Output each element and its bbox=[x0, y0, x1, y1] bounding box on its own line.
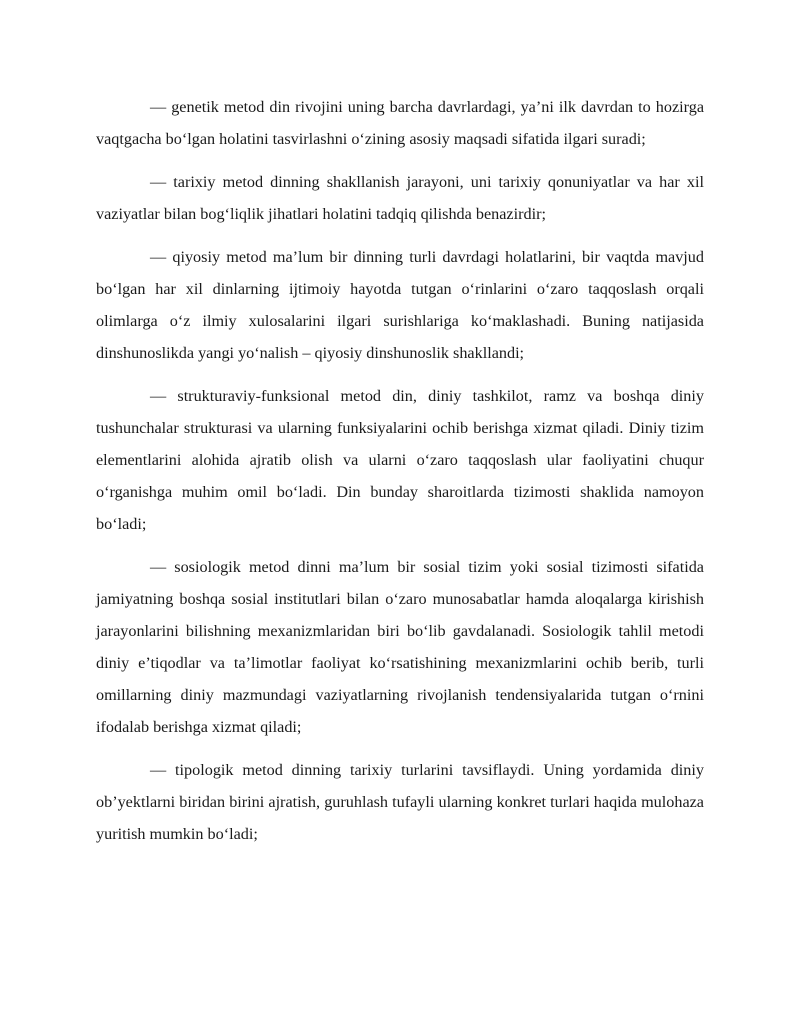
paragraph-typological-method: — tipologik metod dinning tarixiy turlarini tavsiflaydi. Uning yordamida diniy ob’yektlarni biridan birini ajratish, guruhlash tufayli ularning konkret turlari haqida mulohaza yuritish mumkin bo‘ladi; bbox=[96, 761, 704, 843]
paragraph-comparative-method: — qiyosiy metod ma’lum bir dinning turli davrdagi holatlarini, bir vaqtda mavjud bo‘lgan har xil dinlarning ijtimoiy hayotda tutgan o‘rinlarini o‘zaro taqqoslash orqali olimlarga o‘z ilmiy xulosalarini ilgari surishlariga ko‘maklashadi. Buning natijasida dinshunoslikda yangi yo‘nalish – qiyosiy dinshunoslik shakllandi; bbox=[96, 248, 704, 362]
paragraph-structural-functional-method: — strukturaviy-funksional metod din, diniy tashkilot, ramz va boshqa diniy tushunchalar strukturasi va ularning funksiyalarini ochib berishga xizmat qiladi. Diniy tizim elementlarini alohida ajratib olish va ularni o‘zaro taqqoslash ular faoliyatini chuqur o‘rganishga muhim omil bo‘ladi. Din bunday sharoitlarda tizimosti shaklida namoyon bo‘ladi; bbox=[96, 387, 704, 533]
paragraph-genetic-method: — genetik metod din rivojini uning barcha davrlardagi, ya’ni ilk davrdan to hozirga vaqtgacha bo‘lgan holatini tasvirlashni o‘zining asosiy maqsadi sifatida ilgari suradi; bbox=[96, 98, 704, 148]
paragraph-historical-method: — tarixiy metod dinning shakllanish jarayoni, uni tarixiy qonuniyatlar va har xil vaziyatlar bilan bog‘liqlik jihatlari holatini tadqiq qilishda benazirdir; bbox=[96, 173, 704, 223]
paragraph-sociological-method: — sosiologik metod dinni ma’lum bir sosial tizim yoki sosial tizimosti sifatida jamiyatning boshqa sosial institutlari bilan o‘zaro munosabatlar hamda aloqalarga kirishish jarayonlarini bilishning mexanizmlaridan biri bo‘lib gavdalanadi. Sosiologik tahlil metodi diniy e’tiqodlar va ta’limotlar faoliyat ko‘rsatishining mexanizmlarini ochib berib, turli omillarning diniy mazmundagi vaziyatlarning rivojlanish tendensiyalarida tutgan o‘rnini ifodalab berishga xizmat qiladi; bbox=[96, 558, 704, 736]
document-body bbox=[96, 91, 704, 861]
